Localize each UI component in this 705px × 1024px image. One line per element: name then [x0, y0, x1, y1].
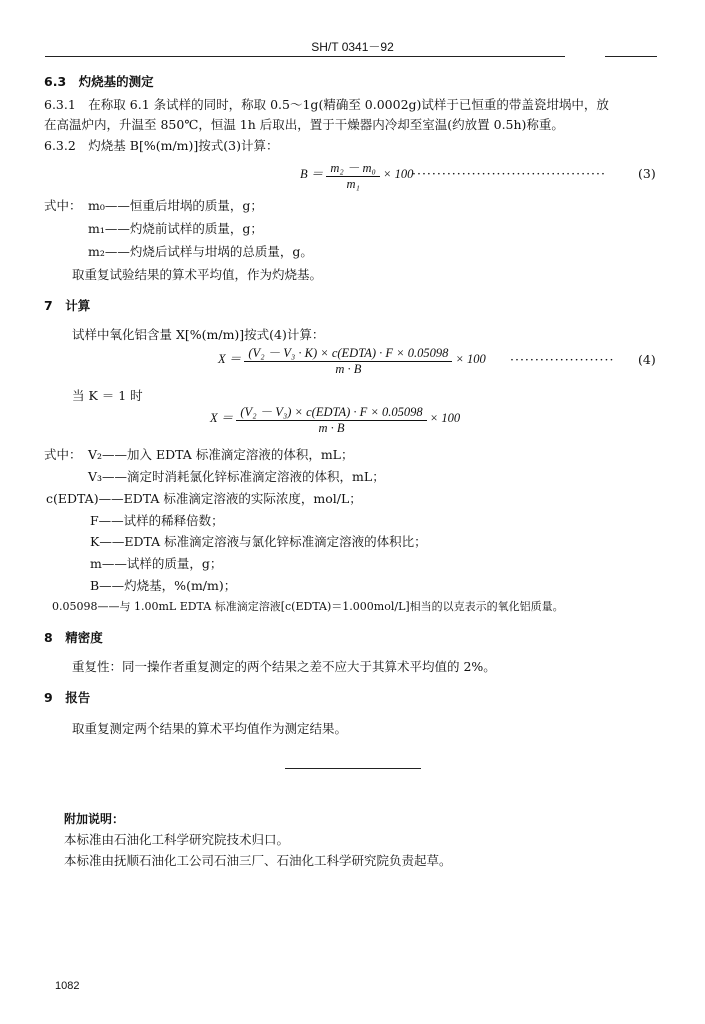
def-0-05098: 0.05098——与 1.00mL EDTA 标准滴定溶液[c(EDTA)＝1.000mol/L]相当的以克表示的氧化铝质量。: [52, 600, 564, 613]
section-9-title: 9 报告: [44, 690, 91, 705]
where-label-4: 式中：: [44, 447, 82, 462]
standard-code-header: SH/T 0341－92: [311, 40, 394, 54]
section-6-3-title: 6.3 灼烧基的测定: [44, 74, 154, 89]
section-8-title: 8 精密度: [44, 630, 103, 645]
appendix-line-2: 本标准由抚顺石油化工公司石油三厂、石油化工科学研究院负责起草。: [64, 853, 452, 868]
equation-4: [218, 343, 486, 377]
eq4-denominator: m · B: [335, 362, 362, 376]
para-6-3-2: 6.3.2 灼烧基 B[%(m/m)]按式(3)计算：: [44, 138, 279, 153]
where-label-3: 式中：: [44, 198, 82, 213]
report-text: 取重复测定两个结果的算术平均值作为测定结果。: [72, 721, 348, 736]
para-6-3-1: 6.3.1 在称取 6.1 条试样的同时，称取 0.5～1g(精确至 0.0002g)试样于已恒重的带盖瓷坩埚中，放: [44, 97, 609, 112]
def-m0: m₀——恒重后坩埚的质量，g；: [88, 198, 263, 213]
header-rule-right: [605, 56, 657, 57]
eq5-fraction: [236, 402, 426, 436]
precision-text: 重复性：同一操作者重复测定的两个结果之差不应大于其算术平均值的 2%。: [72, 659, 496, 674]
def-c-edta: c(EDTA)——EDTA 标准滴定溶液的实际浓度，mol/L；: [46, 491, 362, 506]
end-rule: [285, 768, 421, 769]
def-v2: V₂——加入 EDTA 标准滴定溶液的体积，mL；: [88, 447, 354, 462]
eq4-fraction: [244, 343, 452, 377]
para-6-3-1-cont: 在高温炉内，升温至 850℃，恒温 1h 后取出，置于干燥器内冷却至室温(约放置 0.5h)称重。: [44, 117, 564, 132]
eq3-fraction: [326, 158, 380, 192]
section-7-title: 7 计算: [44, 298, 91, 313]
eq3-tail: × 100: [383, 166, 414, 181]
equation-5: [210, 402, 460, 436]
eq3-number: (3): [638, 166, 656, 181]
eq5-denominator: m · B: [318, 421, 345, 435]
page-number: 1082: [55, 980, 80, 992]
def-m2: m₂——灼烧后试样与坩埚的总质量，g。: [88, 244, 313, 259]
eq3-denominator: m₁: [346, 177, 360, 191]
equation-3: [300, 158, 413, 192]
eq4-numerator: (V₂ － V₃ · K) × c(EDTA) · F × 0.05098: [244, 343, 452, 362]
eq3-leader-dots: ·······································: [412, 166, 606, 181]
eq5-tail: × 100: [429, 410, 461, 425]
def-m: m——试样的质量，g；: [90, 556, 223, 571]
eq4-tail: × 100: [455, 351, 486, 366]
def-f: F——试样的稀释倍数；: [90, 513, 224, 528]
eq3-numerator: m₂ － m₀: [326, 158, 380, 177]
appendix-title: 附加说明：: [64, 812, 125, 826]
eq4-leader-dots: ·····················: [510, 352, 615, 367]
def-v3: V₃——滴定时消耗氯化锌标准滴定溶液的体积，mL；: [88, 469, 385, 484]
appendix-line-1: 本标准由石油化工科学研究院技术归口。: [64, 832, 290, 847]
header-rule-left: [45, 56, 565, 57]
eq5-lhs: X ＝: [210, 410, 234, 425]
def-k: K——EDTA 标准滴定溶液与氯化锌标准滴定溶液的体积比；: [90, 534, 427, 549]
def-m1: m₁——灼烧前试样的质量，g；: [88, 221, 263, 236]
eq5-numerator: (V₂ － V₃) × c(EDTA) · F × 0.05098: [236, 402, 426, 421]
def-b: B——灼烧基，%(m/m)；: [90, 578, 237, 593]
note-6-3: 取重复试验结果的算术平均值，作为灼烧基。: [72, 267, 323, 282]
eq4-lhs: X ＝: [218, 351, 242, 366]
eq4-number: (4): [638, 352, 656, 367]
when-k-equals-1: 当 K ＝ 1 时: [72, 388, 143, 403]
eq3-lhs: B ＝: [300, 166, 324, 181]
para-7-intro: 试样中氧化铝含量 X[%(m/m)]按式(4)计算：: [72, 327, 325, 342]
